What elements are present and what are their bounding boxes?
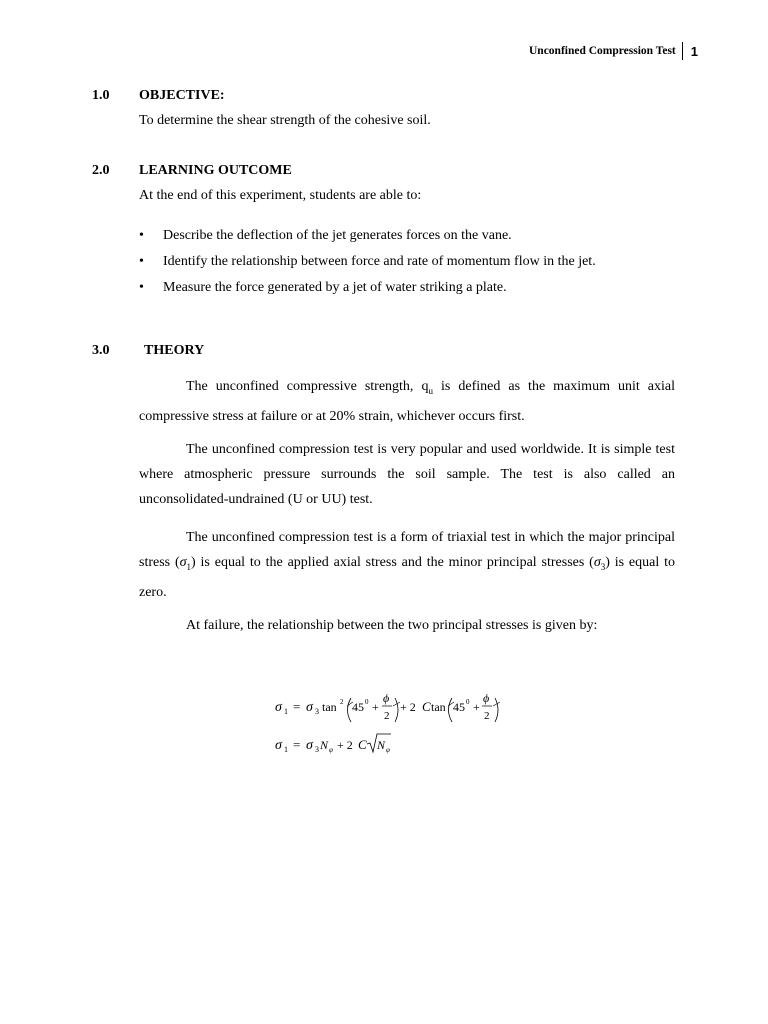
angle-45-b: 45 — [453, 700, 465, 714]
sigma-3: σ — [306, 738, 313, 753]
equals-sign: = — [293, 699, 301, 714]
two-denominator: 2 — [384, 710, 390, 722]
section-number-objective: 1.0 — [92, 88, 110, 103]
header-divider — [682, 42, 683, 60]
sigma-1: σ — [275, 738, 282, 753]
equals-sign: = — [293, 737, 301, 752]
list-item — [139, 254, 596, 270]
theory-paragraph-2: The unconfined compression test is very popular and used worldwide. It is simple test where atmospheric pressure surrounds the soil sample. The test is also called an unconsolidated-undrained (U or UU) test. — [139, 442, 675, 507]
plus-2c: + 2 — [337, 738, 353, 752]
cohesion-c: C — [358, 737, 367, 752]
bullet-text: Identify the relationship between force and rate of momentum flow in the jet. — [163, 254, 596, 269]
section-number-learning: 2.0 — [92, 163, 110, 178]
bullet-text: Describe the deflection of the jet generates forces on the vane. — [163, 228, 512, 243]
square-sup: 2 — [340, 698, 344, 706]
bracket-left-1 — [348, 698, 352, 722]
bullet-icon: • — [139, 280, 144, 295]
sigma-3-sub: 3 — [315, 707, 319, 716]
degree-sup-b: 0 — [466, 698, 470, 706]
n-phi-root-sub: φ — [386, 746, 390, 754]
bullet-icon: • — [139, 254, 144, 269]
sigma-1-sub: 1 — [284, 707, 288, 716]
formula-equation-1 — [273, 690, 513, 732]
degree-sup: 0 — [365, 698, 369, 706]
header-title: Unconfined Compression Test — [529, 45, 676, 57]
n-phi: N — [320, 738, 329, 752]
plus-1: + — [372, 700, 379, 714]
bracket-right-2 — [495, 698, 498, 722]
formula-1-svg — [273, 690, 513, 732]
tan: tan — [431, 700, 446, 714]
n-phi-root: N — [377, 738, 386, 752]
bullet-icon: • — [139, 228, 144, 243]
sigma-1: σ — [275, 700, 282, 715]
bracket-left-2 — [449, 698, 453, 722]
objective-text: To determine the shear strength of the cohesive soil. — [139, 113, 431, 128]
phi-numerator-b: ϕ — [483, 691, 490, 705]
plus-2c: + 2 — [400, 700, 416, 714]
cohesion-c: C — [422, 699, 431, 714]
n-phi-sub: φ — [329, 746, 333, 754]
formula-2-svg — [273, 730, 413, 760]
list-item — [139, 228, 512, 244]
theory-paragraph-4: At failure, the relationship between the two principal stresses is given by: — [186, 618, 598, 633]
bullet-text: Measure the force generated by a jet of water striking a plate. — [163, 280, 507, 295]
learning-intro: At the end of this experiment, students are able to: — [139, 188, 422, 203]
section-title-learning: LEARNING OUTCOME — [139, 163, 292, 178]
formula-equation-2 — [273, 730, 413, 760]
two-denominator-b: 2 — [484, 710, 490, 722]
plus-3: + — [473, 700, 480, 714]
section-title-objective: OBJECTIVE: — [139, 88, 225, 103]
tan-squared: tan — [322, 700, 337, 714]
sigma-3: σ — [306, 700, 313, 715]
list-item — [139, 280, 507, 296]
angle-45: 45 — [352, 700, 364, 714]
section-number-theory: 3.0 — [92, 343, 110, 358]
page-number: 1 — [690, 43, 698, 59]
phi-numerator: ϕ — [383, 691, 390, 705]
page-header — [529, 42, 698, 60]
bracket-right-1 — [395, 698, 398, 722]
sigma-3-sub: 3 — [315, 745, 319, 754]
theory-paragraph-3: The unconfined compression test is a form of triaxial test in which the major principal stress $(\sigma_1)$ is equal to the applied axial stress and the minor principal stresses $(\sigma_3)$ is equal to zero. — [139, 530, 675, 600]
section-title-theory: THEORY — [144, 343, 205, 358]
theory-paragraph-1: The unconfined compressive strength, $q_u$ is defined as the maximum unit axial compressive stress at failure or at 20% strain, whichever occurs first. — [139, 379, 676, 424]
sigma-1-sub: 1 — [284, 745, 288, 754]
